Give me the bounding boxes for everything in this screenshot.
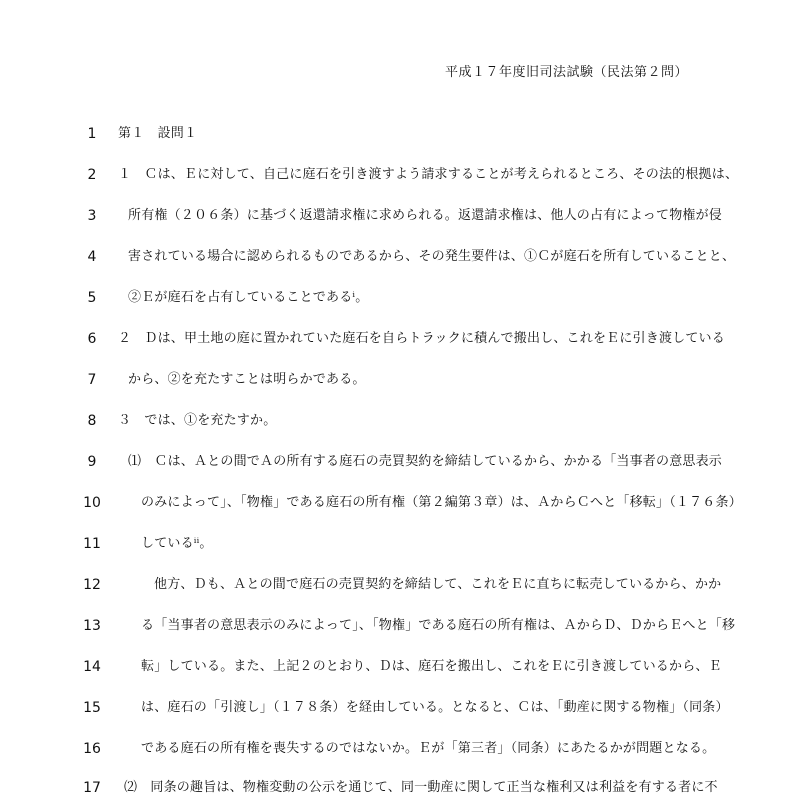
document-header: 平成１７年度旧司法試験（民法第２問）: [444, 65, 688, 80]
text-line: [0, 370, 800, 390]
text-line: [0, 288, 800, 308]
line-text: る「当事者の意思表示のみによって」、「物権」である庭石の所有権は、ＡからＤ、ＤからＥへと「移: [141, 618, 736, 633]
line-number: 4: [87, 249, 97, 265]
line-number: 5: [87, 290, 97, 306]
line-text: しているⁱⁱ。: [141, 536, 213, 551]
line-text: から、②を充たすことは明らかである。: [128, 372, 366, 387]
line-number: 3: [87, 208, 97, 224]
line-number: 12: [83, 577, 101, 593]
line-text: ⑴ Ｃは、Ａとの間でＡの所有する庭石の売買契約を締結しているから、かかる「当事者の意思表示: [128, 454, 723, 469]
line-number: 17: [83, 780, 101, 796]
line-number: 16: [83, 741, 101, 757]
line-text: 転」している。また、上記２のとおり、Ｄは、庭石を搬出し、これをＥに引き渡しているから、Ｅ: [141, 659, 722, 674]
line-text: 第１ 設問１: [118, 126, 198, 141]
line-text: 所有権（２０６条）に基づく返還請求権に求められる。返還請求権は、他人の占有によって物権が侵: [128, 208, 723, 223]
line-text: である庭石の所有権を喪失するのではないか。Ｅが「第三者」（同条）にあたるかが問題となる。: [141, 741, 716, 756]
line-number: 2: [87, 167, 97, 183]
text-line: [0, 247, 800, 267]
text-line: [0, 657, 800, 677]
line-text: ②Ｅが庭石を占有していることであるⁱ。: [128, 290, 369, 305]
line-number: 1: [87, 126, 97, 142]
text-line: [0, 493, 800, 513]
line-text: 他方、Ｄも、Ａとの間で庭石の売買契約を締結して、これをＥに直ちに転売しているから、かか: [154, 577, 722, 592]
text-line: [0, 206, 800, 226]
line-number: 7: [87, 372, 97, 388]
line-number: 8: [87, 413, 97, 429]
line-number: 15: [83, 700, 101, 716]
text-line: [0, 575, 800, 595]
line-number: 11: [83, 536, 101, 552]
text-line: [0, 124, 800, 144]
line-number: 6: [87, 331, 97, 347]
line-text: ２ Ｄは、甲土地の庭に置かれていた庭石を自らトラックに積んで搬出し、これをＥに引き渡している: [118, 331, 725, 346]
line-number: 13: [83, 618, 101, 634]
line-text: は、庭石の「引渡し」（１７８条）を経由している。となると、Ｃは、「動産に関する物権」（同条）: [141, 700, 729, 715]
line-number: 14: [83, 659, 101, 675]
line-number: 10: [83, 495, 101, 511]
text-line: [0, 452, 800, 472]
line-text: ⑵ 同条の趣旨は、物権変動の公示を通じて、同一動産に関して正当な権利又は利益を有する者に不: [124, 780, 718, 795]
text-line: [0, 329, 800, 349]
text-line: [0, 739, 800, 759]
line-text: １ Ｃは、Ｅに対して、自己に庭石を引き渡すよう請求することが考えられるところ、その法的根拠は、: [118, 167, 739, 182]
text-line: [0, 698, 800, 718]
text-line: [0, 165, 800, 185]
text-line: [0, 778, 800, 798]
line-text: ３ では、①を充たすか。: [118, 413, 277, 428]
line-text: 害されている場合に認められるものであるから、その発生要件は、①Ｃが庭石を所有していることと、: [128, 249, 736, 264]
text-line: [0, 411, 800, 431]
text-line: [0, 534, 800, 554]
line-number: 9: [87, 454, 97, 470]
line-text: のみによって」、「物権」である庭石の所有権（第２編第３章）は、ＡからＣへと「移転」（１７６条）: [141, 495, 742, 510]
text-line: [0, 616, 800, 636]
